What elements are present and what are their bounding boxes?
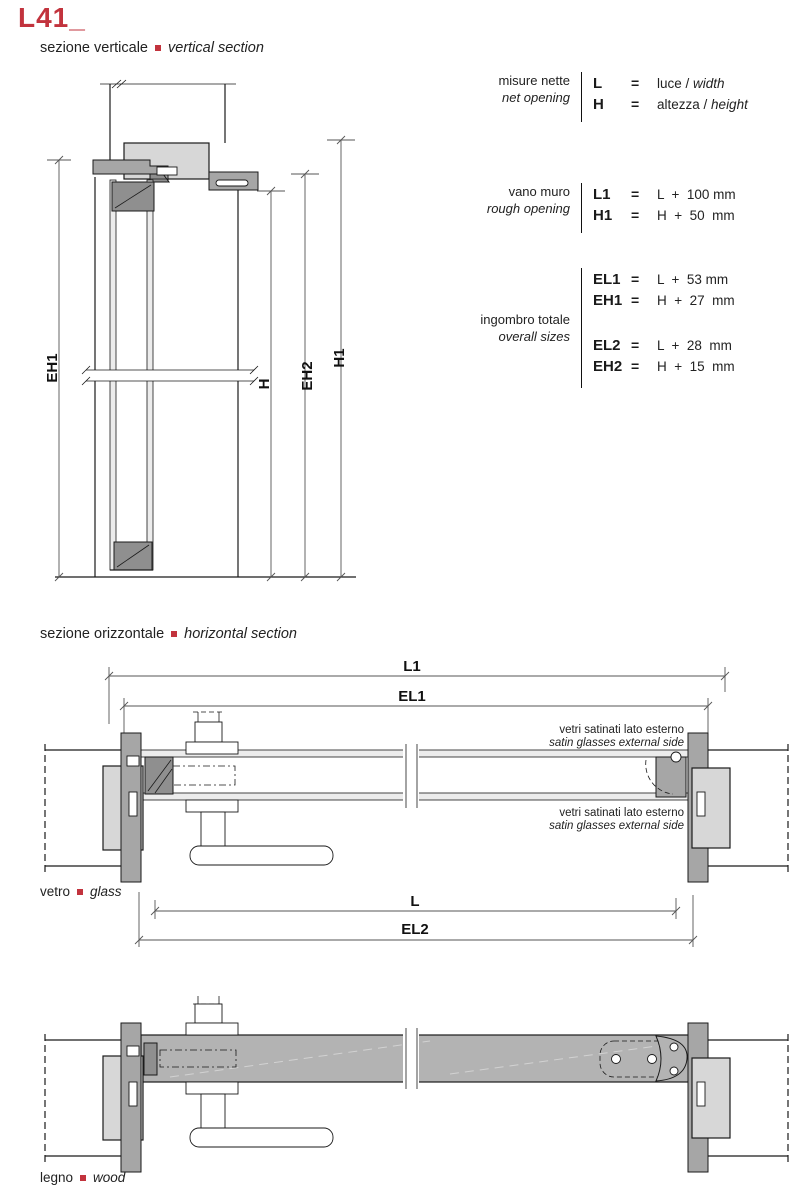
table-row: EL1 = L + 53 mm — [593, 271, 729, 288]
table-row: H = altezza / height — [593, 96, 748, 113]
dimension-label-eh1: EH1 — [44, 353, 61, 383]
section-label-horizontal — [40, 626, 297, 642]
handle-rosette-far-wood — [186, 1023, 238, 1035]
lock-clamp — [145, 757, 173, 794]
section-label-vertical-en: vertical section — [168, 40, 264, 56]
dimension-label-h1: H1 — [331, 348, 348, 368]
break-symbol-wood — [403, 1028, 419, 1089]
horizontal-section-glass-drawing — [30, 650, 806, 955]
lock-clamp-wood — [144, 1043, 157, 1075]
handle-stem-wood — [201, 1094, 225, 1128]
legend-rough-opening-rows — [581, 183, 736, 233]
section-label-horizontal-en: horizontal section — [184, 626, 297, 642]
satin-note-bottom-en: satin glasses external side — [549, 820, 684, 832]
red-square-bullet — [171, 631, 177, 637]
jamb-right-wood — [688, 1023, 730, 1172]
legend-net-opening-label: misure nette net opening — [498, 73, 570, 105]
header-seal-slot — [157, 167, 177, 175]
table-row: EL2 = L + 28 mm — [593, 337, 732, 354]
red-square-bullet — [77, 889, 83, 895]
dimension-label-l: L — [410, 893, 420, 910]
handle-lever — [190, 846, 333, 865]
material-label-glass-it: vetro — [40, 884, 71, 899]
break-symbol-vertical — [82, 366, 258, 385]
material-label-wood-it: legno — [40, 1170, 74, 1185]
legend-net-opening-rows — [581, 72, 748, 122]
section-label-horizontal-it: sezione orizzontale — [40, 626, 165, 642]
table-row: EH1 = H + 27 mm — [593, 292, 735, 309]
handle-neck-far — [195, 722, 222, 742]
header-gasket — [216, 180, 248, 186]
lock-body-dashed — [173, 766, 235, 785]
section-label-vertical-it: sezione verticale — [40, 40, 148, 56]
material-label-glass — [40, 884, 122, 899]
legend-rough-opening — [450, 183, 736, 233]
dimension-label-l1: L1 — [403, 658, 421, 675]
dimension-label-h: H — [256, 378, 273, 390]
handle-lever-wood — [190, 1128, 333, 1147]
jamb-left-wood — [103, 1023, 143, 1172]
red-square-bullet — [80, 1175, 86, 1181]
section-label-vertical — [40, 40, 264, 56]
satin-note-top-it: vetri satinati lato esterno — [559, 724, 684, 736]
material-label-wood — [40, 1170, 125, 1185]
legend-net-opening — [450, 72, 748, 122]
material-label-wood-en: wood — [93, 1170, 126, 1185]
dimension-label-eh2: EH2 — [299, 361, 316, 391]
dimension-label-el1: EL1 — [398, 688, 426, 705]
door-handle-glass — [186, 712, 333, 865]
break-symbol-glass — [403, 743, 419, 809]
legend-overall-sizes-label: ingombro totale overall sizes — [480, 312, 570, 344]
legend-overall-sizes-rows — [581, 268, 735, 388]
legend-rough-opening-label: vano muro rough opening — [486, 184, 570, 216]
vertical-section-drawing — [30, 70, 360, 590]
jamb-left-glass — [103, 733, 143, 882]
material-label-glass-en: glass — [90, 884, 122, 899]
handle-rosette-near — [186, 800, 238, 812]
page-title: L41_ — [18, 2, 86, 33]
handle-rosette-far — [186, 742, 238, 754]
handle-neck-far-wood — [195, 1004, 222, 1023]
legend-overall-sizes — [450, 268, 735, 388]
table-row: L = luce / width — [593, 75, 725, 92]
table-row: EH2 = H + 15 mm — [593, 358, 735, 375]
satin-note-bottom-it: vetri satinati lato esterno — [559, 807, 684, 819]
red-square-bullet — [155, 45, 161, 51]
handle-rosette-near-wood — [186, 1082, 238, 1094]
horizontal-section-wood-drawing — [30, 995, 806, 1175]
table-row: L1 = L + 100 mm — [593, 186, 736, 203]
satin-note-top-en: satin glasses external side — [549, 737, 684, 749]
dimension-label-el2: EL2 — [401, 921, 429, 938]
hinge-pivot — [671, 752, 681, 762]
handle-stem — [201, 812, 225, 846]
table-row: H1 = H + 50 mm — [593, 207, 735, 224]
hinge-block — [656, 757, 686, 797]
